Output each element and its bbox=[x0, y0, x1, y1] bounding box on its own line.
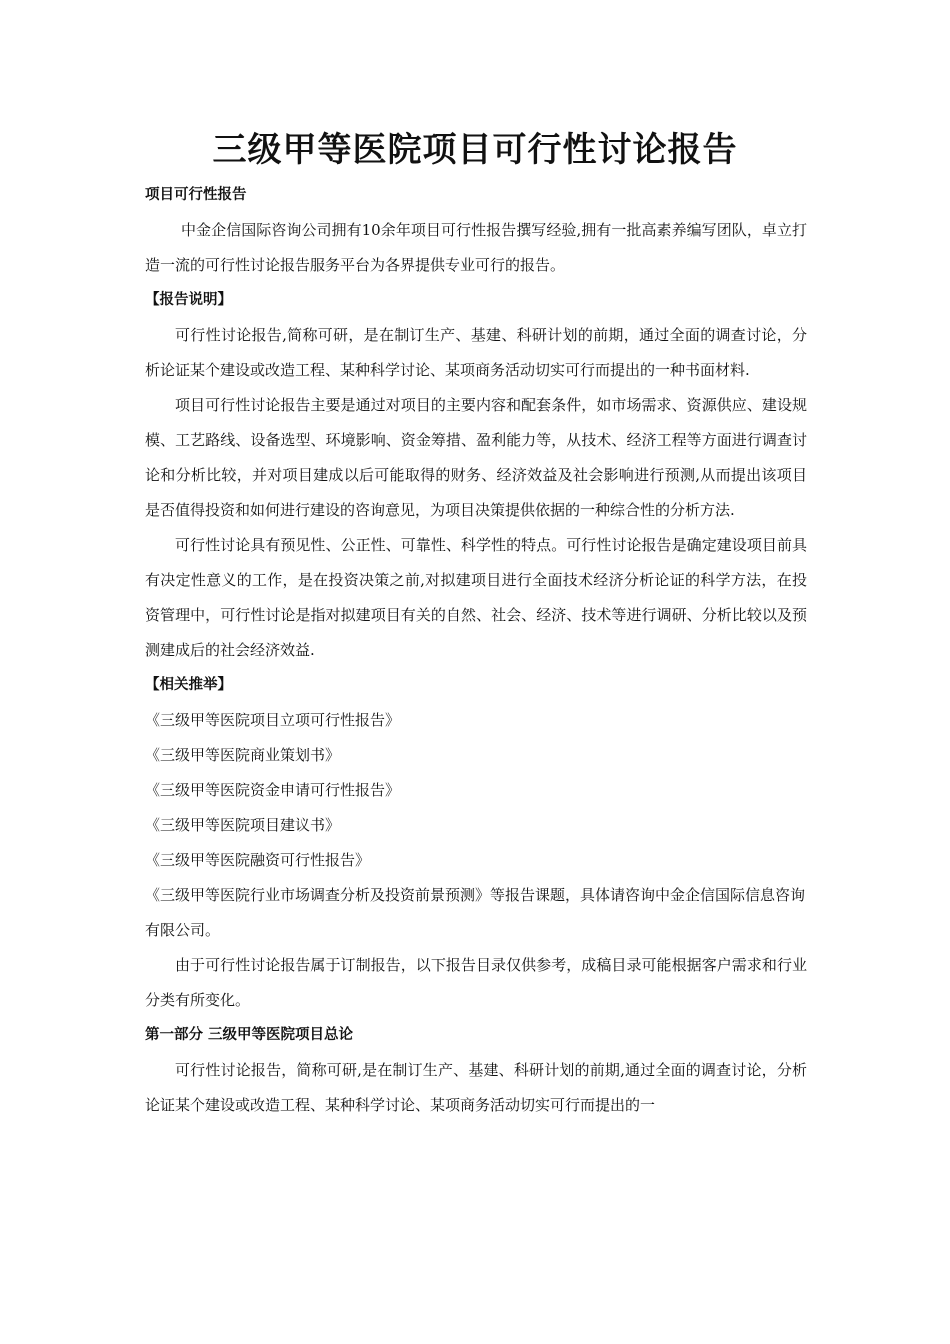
related-item: 《三级甲等医院融资可行性报告》 bbox=[145, 851, 371, 869]
related-item: 《三级甲等医院项目建议书》 bbox=[145, 816, 341, 834]
report-note-heading: 【报告说明】 bbox=[145, 292, 232, 308]
report-note-paragraph: 可行性讨论报告,简称可研，是在制订生产、基建、科研计划的前期，通过全面的调查讨论，分析论证某个建设或改造工程、某种科学讨论、某项商务活动切实可行而提出的一种书面材料. bbox=[145, 326, 807, 379]
related-item: 《三级甲等医院项目立项可行性报告》 bbox=[145, 711, 401, 729]
section-label: 项目可行性报告 bbox=[145, 187, 247, 203]
document-body bbox=[145, 178, 807, 1123]
document-title: 三级甲等医院项目可行性讨论报告 bbox=[212, 130, 738, 170]
report-note-paragraph: 项目可行性讨论报告主要是通过对项目的主要内容和配套条件，如市场需求、资源供应、建设规模、工艺路线、设备选型、环境影响、资金筹措、盈利能力等，从技术、经济工程等方面进行调查讨论和分析比较，并对项目建成以后可能取得的财务、经济效益及社会影响进行预测,从而提出该项目是否值得投资和如何进行建设的咨询意见，为项目决策提供依据的一种综合性的分析方法. bbox=[145, 396, 807, 519]
intro-paragraph: 中金企信国际咨询公司拥有10余年项目可行性报告撰写经验,拥有一批高素养编写团队，卓立打造一流的可行性讨论报告服务平台为各界提供专业可行的报告。 bbox=[145, 221, 807, 274]
related-item: 《三级甲等医院商业策划书》 bbox=[145, 746, 341, 764]
note-paragraph: 由于可行性讨论报告属于订制报告，以下报告目录仅供参考，成稿目录可能根据客户需求和行业分类有所变化。 bbox=[145, 956, 807, 1009]
report-note-paragraph: 可行性讨论具有预见性、公正性、可靠性、科学性的特点。可行性讨论报告是确定建设项目前具有决定性意义的工作，是在投资决策之前,对拟建项目进行全面技术经济分析论证的科学方法，在投资管理中，可行性讨论是指对拟建项目有关的自然、社会、经济、技术等进行调研、分析比较以及预测建成后的社会经济效益. bbox=[145, 536, 807, 659]
related-heading: 【相关推举】 bbox=[145, 677, 232, 693]
part1-heading: 第一部分 三级甲等医院项目总论 bbox=[145, 1027, 354, 1043]
part1-paragraph: 可行性讨论报告，简称可研,是在制订生产、基建、科研计划的前期,通过全面的调查讨论，分析论证某个建设或改造工程、某种科学讨论、某项商务活动切实可行而提出的一 bbox=[145, 1061, 807, 1114]
related-item: 《三级甲等医院资金申请可行性报告》 bbox=[145, 781, 401, 799]
related-item-last: 《三级甲等医院行业市场调查分析及投资前景预测》等报告课题，具体请咨询中金企信国际信息咨询有限公司。 bbox=[145, 886, 806, 939]
